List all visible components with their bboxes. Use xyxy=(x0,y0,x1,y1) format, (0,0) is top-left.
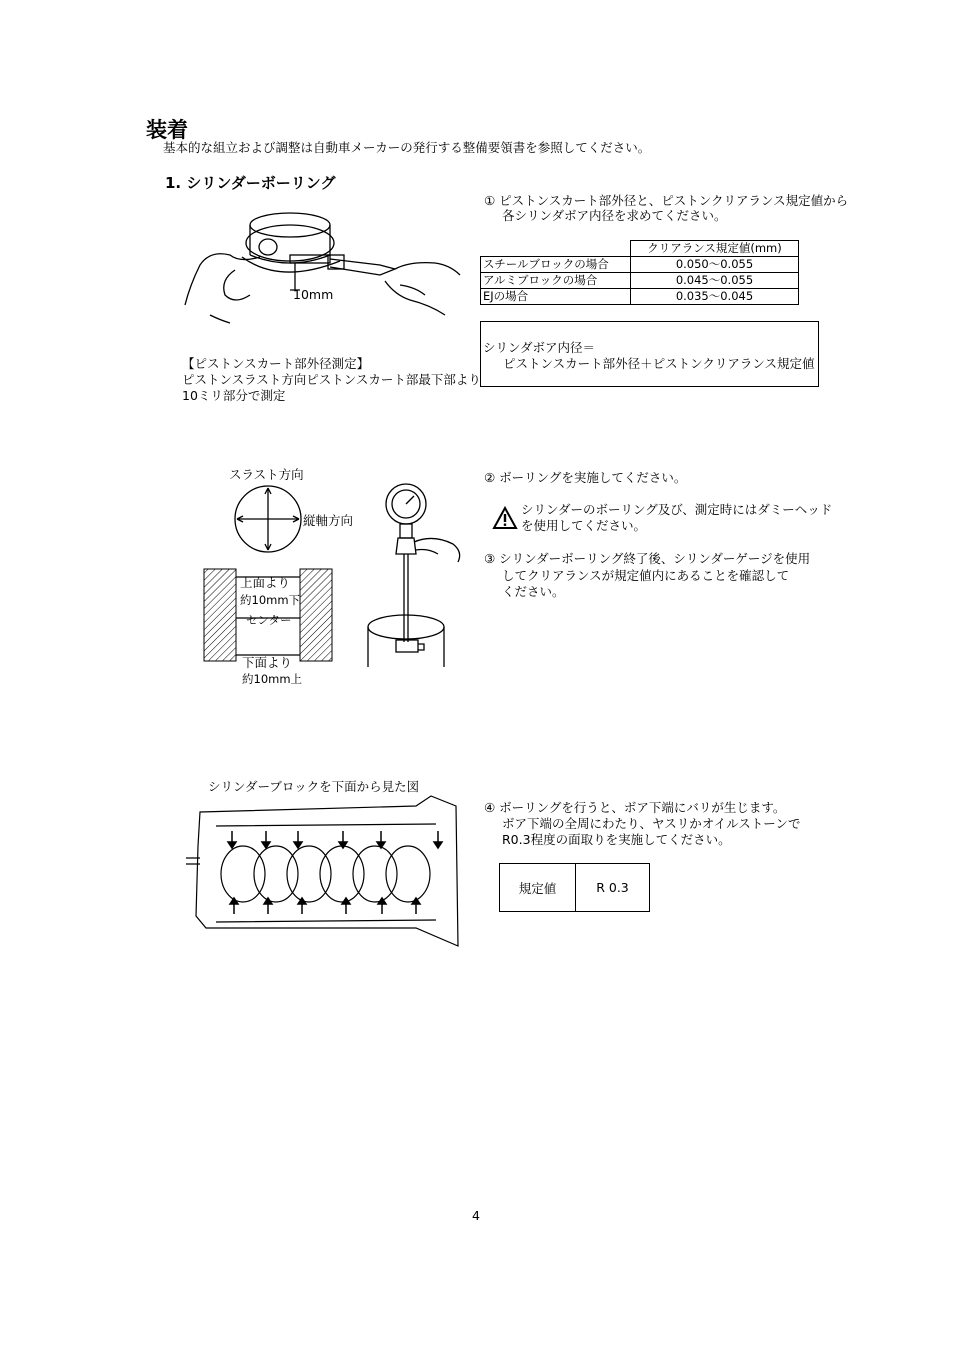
warning-line1: シリンダーのボーリング及び、測定時にはダミーヘッド xyxy=(521,502,833,517)
center-position-label: センター xyxy=(246,613,292,627)
step4-line3: R0.3程度の面取りを実施してください。 xyxy=(502,832,731,847)
table-row xyxy=(481,257,799,273)
piston-caption-2: ピストンスラスト方向ピストンスカート部最下部より xyxy=(182,372,481,387)
table-row xyxy=(481,273,799,289)
formula-line2: ピストンスカート部外径＋ピストンクリアランス規定値 xyxy=(503,356,815,371)
step3-line2: してクリアランスが規定値内にあることを確認して xyxy=(502,568,790,583)
step4-line1: ④ ボーリングを行うと、ボア下端にバリが生じます。 xyxy=(484,800,786,815)
piston-caption-3: 10ミリ部分で測定 xyxy=(182,388,286,403)
step2-text: ② ボーリングを実施してください。 xyxy=(484,470,687,485)
formula-line1: シリンダボア内径＝ xyxy=(483,340,596,355)
warning-icon xyxy=(493,507,517,529)
piston-caption-1: 【ピストンスカート部外径測定】 xyxy=(182,356,370,371)
step3-line1: ③ シリンダーボーリング終了後、シリンダーゲージを使用 xyxy=(484,551,811,566)
spec-value: R 0.3 xyxy=(596,880,629,895)
cylinder-block-illustration xyxy=(186,796,461,951)
table-header-cell: クリアランス規定値(mm) xyxy=(631,241,799,257)
step1-line1: ① ピストンスカート部外径と、ピストンクリアランス規定値から xyxy=(484,193,849,208)
bore-gauge-illustration xyxy=(358,482,468,672)
table-row-value: 0.035〜0.045 xyxy=(631,289,799,305)
page-title: 装着 xyxy=(146,118,188,142)
thrust-direction-label: スラスト方向 xyxy=(229,467,304,482)
lower-position-label1: 下面より xyxy=(242,655,293,670)
table-row-label: EJの場合 xyxy=(481,289,631,305)
axial-direction-label: 縦軸方向 xyxy=(303,513,354,528)
clearance-table xyxy=(480,240,799,305)
block-caption: シリンダーブロックを下面から見た図 xyxy=(208,779,420,794)
piston-measurement-illustration xyxy=(180,195,480,335)
table-header-empty xyxy=(481,241,631,257)
section-title: 1. シリンダーボーリング xyxy=(165,174,336,192)
step3-line3: ください。 xyxy=(502,584,565,599)
piston-figure-label: 10mm xyxy=(293,287,334,302)
formula-box xyxy=(480,321,819,387)
table-row-label: スチールブロックの場合 xyxy=(481,257,631,273)
step4-line2: ボア下端の全周にわたり、ヤスリかオイルストーンで xyxy=(502,816,801,831)
spec-box xyxy=(499,863,650,912)
table-row xyxy=(481,289,799,305)
upper-position-label1: 上面より xyxy=(240,575,291,590)
table-row-value: 0.045〜0.055 xyxy=(631,273,799,289)
page-number: 4 xyxy=(472,1208,480,1223)
table-header-row xyxy=(481,241,799,257)
intro-text: 基本的な組立および調整は自動車メーカーの発行する整備要領書を参照してください。 xyxy=(163,140,651,155)
table-row-label: アルミブロックの場合 xyxy=(481,273,631,289)
lower-position-label2: 約10mm上 xyxy=(242,672,303,686)
spec-label: 規定値 xyxy=(500,864,576,911)
warning-line2: を使用してください。 xyxy=(521,518,647,533)
upper-position-label2: 約10mm下 xyxy=(240,593,301,607)
table-row-value: 0.050〜0.055 xyxy=(631,257,799,273)
step1-line2: 各シリンダボア内径を求めてください。 xyxy=(502,208,727,223)
